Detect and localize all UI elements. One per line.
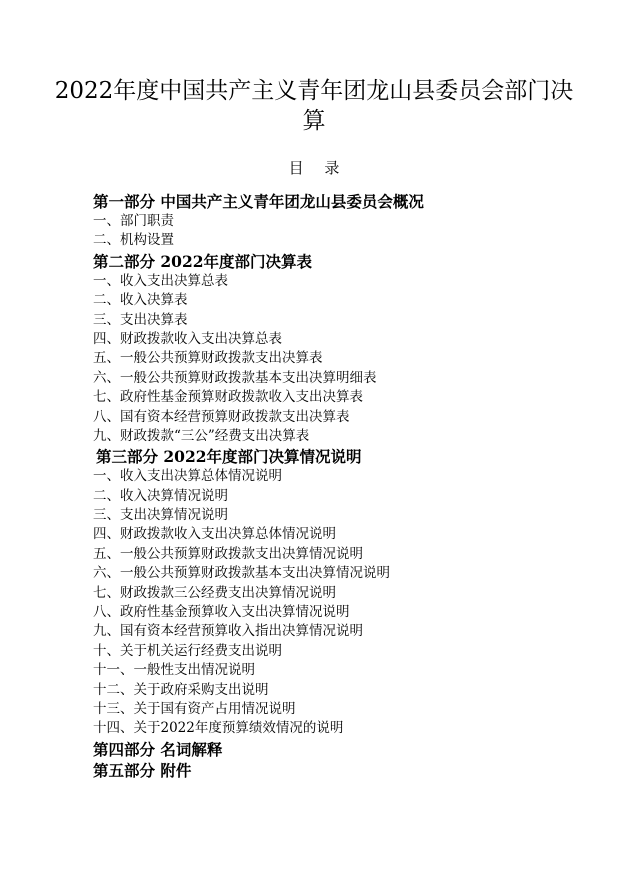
toc-item[interactable]: 三、支出决算情况说明 [93,507,228,524]
document-title: 2022年度中国共产主义青年团龙山县委员会部门决算 [54,78,574,134]
toc-item[interactable]: 六、一般公共预算财政拨款基本支出决算情况说明 [93,565,390,582]
toc-item[interactable]: 一、收入支出决算总体情况说明 [93,468,282,485]
toc-item[interactable]: 十二、关于政府采购支出说明 [93,681,269,698]
toc-item[interactable]: 一、部门职责 [93,213,174,229]
toc-heading: 目 录 [288,159,348,177]
toc-item[interactable]: 九、财政拨款“三公”经费支出决算表 [93,427,310,444]
toc-item[interactable]: 十三、关于国有资产占用情况说明 [93,700,296,717]
toc-item[interactable]: 二、机构设置 [93,232,174,249]
toc-item[interactable]: 八、国有资本经营预算财政拨款支出决算表 [93,408,350,425]
toc-item[interactable]: 二、收入决算表 [93,292,188,309]
toc-item[interactable]: 八、政府性基金预算收入支出决算情况说明 [93,604,350,621]
toc-part-2-title[interactable]: 第二部分 2022年度部门决算表 [93,251,313,271]
toc-item[interactable]: 三、支出决算表 [93,311,188,328]
toc-item[interactable]: 二、收入决算情况说明 [93,487,228,504]
toc-item[interactable]: 四、财政拨款收入支出决算总表 [93,330,282,347]
toc-part-5-title[interactable]: 第五部分 附件 [93,760,192,780]
toc-item[interactable]: 五、一般公共预算财政拨款支出决算情况说明 [93,545,363,562]
toc-item[interactable]: 四、财政拨款收入支出决算总体情况说明 [93,526,336,543]
toc-item[interactable]: 十四、关于2022年度预算绩效情况的说明 [93,720,344,737]
toc-item[interactable]: 五、一般公共预算财政拨款支出决算表 [93,350,323,367]
toc-item[interactable]: 十一、一般性支出情况说明 [93,662,255,679]
toc-part-4-title[interactable]: 第四部分 名词解释 [93,739,223,759]
toc-part-1-title[interactable]: 第一部分 中国共产主义青年团龙山县委员会概况 [93,192,424,211]
toc-item[interactable]: 七、财政拨款三公经费支出决算情况说明 [93,584,336,601]
toc-item[interactable]: 一、收入支出决算总表 [93,272,228,289]
toc-item[interactable]: 六、一般公共预算财政拨款基本支出决算明细表 [93,369,377,386]
table-of-contents [93,191,593,781]
toc-item[interactable]: 十、关于机关运行经费支出说明 [93,642,282,659]
toc-item[interactable]: 七、政府性基金预算财政拨款收入支出决算表 [93,389,363,406]
toc-item[interactable]: 九、国有资本经营预算收入指出决算情况说明 [93,623,363,640]
toc-part-3-title[interactable]: 第三部分 2022年度部门决算情况说明 [96,447,362,467]
